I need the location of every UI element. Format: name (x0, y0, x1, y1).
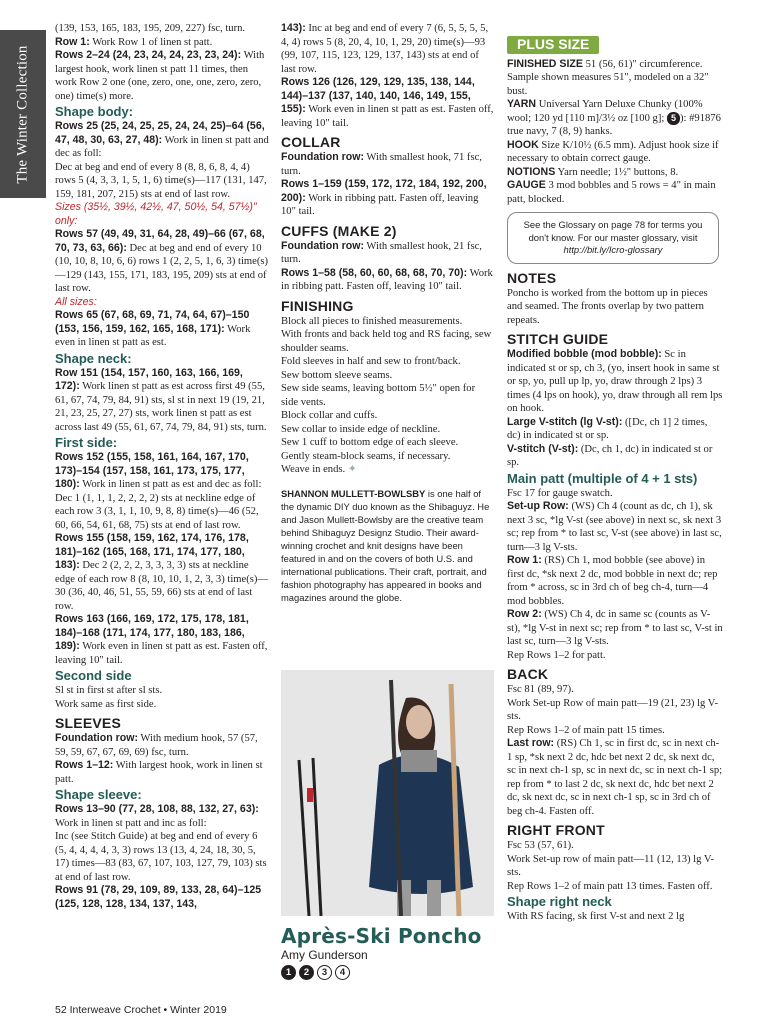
paragraph: Rows 1–12: With largest hook, work in linen st patt. (55, 759, 263, 785)
paragraph: With fronts and back held tog and RS facing, sew shoulder seams. (281, 329, 492, 354)
paragraph: Rep Rows 1–2 for patt. (507, 649, 606, 661)
column-3 (507, 36, 723, 924)
paragraph: Dec at beg and end of every 8 (8, 8, 6, 8, 4, 4) rows 5 (4, 3, 3, 1, 5, 1, 6) time(s)—117 (131, 147, 159, 181, 207, 215) sts at end of last row. (55, 161, 267, 200)
heading-finishing: FINISHING (281, 297, 354, 314)
skill-level-4-icon: 4 (335, 965, 350, 980)
size-note: All sizes: (55, 295, 97, 308)
paragraph: Fsc 81 (89, 97). (507, 684, 574, 695)
heading-sleeves: SLEEVES (55, 715, 121, 731)
pattern-author: Amy Gunderson (281, 948, 368, 962)
subheading-shape-sleeve: Shape sleeve: (55, 787, 142, 802)
paragraph: Rows 91 (78, 29, 109, 89, 133, 28, 64)–125 (125, 128, 128, 134, 137, 143, (55, 884, 262, 910)
subheading-second-side: Second side (55, 668, 132, 683)
paragraph: Row 2: (WS) Ch 4, dc in same sc (counts as V-st), *lg V-st in next sc; rep from * to last sc, V-st in last sc, turn—3 lg V-sts. (507, 608, 723, 647)
glossary-link[interactable]: http://bit.ly/Icro-glossary (563, 244, 663, 255)
paragraph: Weave in ends. ✦ (281, 464, 357, 475)
model-photo (281, 670, 494, 916)
paragraph: Sew collar to inside edge of neckline. (281, 423, 441, 435)
designer-bio: SHANNON MULLETT-BOWLSBY is one half of the dynamic DIY duo known as the Shibaguyz. He and Jason Mullett-Bowlsby are the creative team behind Shibaguyz Designz Studio. Their award-winning crochet and knit designs have been featured in and on the covers of both U.S. and international publications. Their craft, portrait, and fashion photography has appeared in books and magazines around the globe. (281, 487, 490, 603)
paragraph: Rows 163 (166, 169, 172, 175, 178, 181, 184)–168 (171, 174, 177, 180, 183, 186, 189): Work even in linen st patt as est. Fasten off, leaving 10" tail. (55, 613, 268, 666)
side-tab (0, 30, 46, 198)
heading-stitch-guide: STITCH GUIDE (507, 331, 609, 347)
glossary-box: See the Glossary on page 78 for terms you don't know. For our master glossary, visit http://bit.ly/Icro-glossary (507, 212, 719, 264)
paragraph: Modified bobble (mod bobble): Sc in indicated st or sp, ch 3, (yo, insert hook in same st or sp, yo, pull up lp, yo, draw through 2 lps) 3 times (4 lps on hook), yo, draw through all rem lps on hook. (507, 348, 723, 414)
column-1 (55, 22, 269, 911)
paragraph: Row 151 (154, 157, 160, 163, 166, 169, 172): Work linen st patt as est across first 49 (55, 61, 67, 74, 79, 84, 91) sts, sl st in next 19 (19, 21, 21, 23, 25, 27, 27) sts, work linen st patt as est across last 49 (55, 61, 67, 74, 79, 84, 91) sts, turn. (55, 366, 267, 433)
page-footer: 52 Interweave Crochet • Winter 2019 (55, 1004, 227, 1016)
paragraph: Sew 1 cuff to bottom edge of each sleeve. (281, 437, 459, 448)
paragraph: (139, 153, 165, 183, 195, 209, 227) fsc, turn. (55, 23, 246, 34)
yarn-weight-icon: 5 (667, 112, 680, 126)
paragraph: Poncho is worked from the bottom up in pieces and seamed. The fronts overlap by two pattern repeats. (507, 287, 708, 326)
paragraph: GAUGE 3 mod bobbles and 5 rows = 4" in main patt, blocked. (507, 179, 716, 205)
heading-notes: NOTES (507, 269, 557, 286)
paragraph: Fsc 17 for gauge swatch. (507, 487, 613, 499)
heading-right-front: RIGHT FRONT (507, 822, 605, 838)
paragraph: Fold sleeves in half and sew to front/back. (281, 356, 461, 367)
paragraph: Fsc 53 (57, 61). (507, 840, 574, 851)
paragraph: Block collar and cuffs. (281, 410, 378, 421)
column-2 (281, 22, 494, 604)
paragraph: Row 1: Work Row 1 of linen st patt. (55, 35, 213, 48)
paragraph: With RS facing, sk first V-st and next 2 lg (507, 911, 685, 922)
subheading-shape-right-neck: Shape right neck (507, 894, 612, 909)
subheading-shape-neck: Shape neck: (55, 350, 132, 366)
paragraph: Set-up Row: (WS) Ch 4 (count as dc, ch 1), sk next 3 sc, *lg V-st (see above) in next sc, sk next 3 sc; rep from * to last sc, V-st (see above) in last sc, turn—3 lg V-sts. (507, 500, 722, 553)
skill-level (281, 965, 350, 980)
heading-collar: COLLAR (281, 134, 341, 150)
heading-cuffs: CUFFS (MAKE 2) (281, 222, 397, 239)
paragraph: Rows 1–58 (58, 60, 60, 68, 68, 70, 70): Work in ribbing patt. Fasten off, leaving 10" tail. (281, 266, 493, 292)
skill-level-1-icon: 1 (281, 965, 296, 980)
paragraph: FINISHED SIZE 51 (56, 61)" circumference. Sample shown measures 51", modeled on a 32" bust. (507, 57, 709, 97)
paragraph: Rows 25 (25, 24, 25, 25, 24, 24, 25)–64 (56, 47, 48, 30, 63, 27, 48): Work in linen st patt and dec as foll: (55, 120, 269, 159)
paragraph: Rows 126 (126, 129, 129, 135, 138, 144, 144)–137 (137, 140, 140, 146, 149, 155, 155): Work even in linen st patt as est. Fasten off, leaving 10" tail. (281, 76, 494, 129)
paragraph: Sew side seams, leaving bottom 5½" open for side vents. (281, 383, 476, 408)
heading-back: BACK (507, 666, 549, 682)
paragraph: Foundation row: With medium hook, 57 (57, 59, 59, 67, 67, 69, 69) fsc, turn. (55, 732, 258, 758)
paragraph: Rows 65 (67, 68, 69, 71, 74, 64, 67)–150 (153, 156, 159, 162, 165, 168, 171): Work even in linen st patt as est. (55, 309, 251, 348)
paragraph: Rep Rows 1–2 of main patt 13 times. Fasten off. (507, 880, 713, 892)
paragraph: Work Set-up Row of main patt—19 (21, 23) lg V-sts. (507, 697, 719, 722)
poncho-model-illustration (281, 670, 494, 916)
paragraph: Block all pieces to finished measurements. (281, 315, 463, 327)
paragraph: Rep Rows 1–2 of main patt 15 times. (507, 724, 665, 736)
paragraph: Rows 1–159 (159, 172, 172, 184, 192, 200, 200): Work in ribbing patt. Fasten off, leaving 10" tail. (281, 178, 487, 217)
skill-level-3-icon: 3 (317, 965, 332, 980)
subheading-first-side: First side: (55, 435, 118, 450)
paragraph: Sew bottom sleeve seams. (281, 369, 393, 381)
size-note: Sizes (35½, 39½, 42½, 47, 50½, 54, 57½)" only: (55, 201, 257, 227)
paragraph: Rows 13–90 (77, 28, 108, 88, 132, 27, 63): Work in linen st patt and inc as foll: (55, 803, 259, 829)
pattern-title: Après-Ski Poncho (281, 924, 482, 948)
paragraph: Foundation row: With smallest hook, 21 fsc, turn. (281, 239, 482, 265)
paragraph: Foundation row: With smallest hook, 71 fsc, turn. (281, 151, 482, 177)
paragraph: Dec 1 (1, 1, 1, 2, 2, 2, 2) sts at neckline edge of each row 3 (3, 1, 1, 10, 9, 8, 8) time(s)—46 (52, 60, 66, 54, 61, 68, 75) sts at end of last row. (55, 492, 259, 531)
subheading-shape-body: Shape body: (55, 104, 134, 119)
paragraph: HOOK Size K/10½ (6.5 mm). Adjust hook size if necessary to obtain correct gauge. (507, 138, 719, 164)
paragraph: Rows 152 (155, 158, 161, 164, 167, 170, 173)–154 (157, 158, 161, 173, 175, 177, 180): Work in linen st patt as est and dec as foll: (55, 451, 262, 490)
paragraph: Work same as first side. (55, 698, 157, 710)
paragraph: YARN Universal Yarn Deluxe Chunky (100% wool; 120 yd [110 m]/3½ oz [100 g]; 5 ): #91876 true navy, 7 (8, 9) hanks. (507, 98, 721, 137)
subheading-main-patt: Main patt (multiple of 4 + 1 sts) (507, 470, 698, 486)
paragraph: Inc (see Stitch Guide) at beg and end of every 6 (5, 4, 4, 4, 4, 3, 3) rows 13 (13, 4, 24, 18, 30, 5, 17) times—83 (83, 67, 107, 103, 127, 79, 103) sts at end of last row. (55, 831, 267, 883)
paragraph: Row 1: (RS) Ch 1, mod bobble (see above) in first dc, *sk next 2 dc, mod bobble in next dc; rep from * across, sc in 3rd ch of beg ch-4, turn—4 mod bobbles. (507, 554, 718, 607)
paragraph: 143): Inc at beg and end of every 7 (6, 5, 5, 5, 5, 4, 4) rows 5 (8, 20, 4, 10, 1, 29, 20) time(s)—93 (99, 107, 115, 123, 129, 137, 143) sts at end of last row. (281, 22, 489, 75)
plus-size-badge: PLUS SIZE (507, 36, 599, 54)
side-tab-label: The Winter Collection (14, 44, 31, 184)
paragraph: Last row: (RS) Ch 1, sc in first dc, sc in next ch-1 sp, *sk next 2 dc, hdc bet next 2 dc, sk next dc, sc in next ch-1 sp, sc in next dc, sc in next ch-1 sp; rep from * to last 2 dc, sk next dc, hdc bet next 2 dc, sk next dc, sc in next ch-1 sp, sc in 3rd ch of beg ch-4. Fasten off. (507, 737, 723, 817)
paragraph: Sl st in first st after sl sts. (55, 685, 163, 696)
paragraph: Large V-stitch (lg V-st): ([Dc, ch 1] 2 times, dc) in indicated st or sp. (507, 415, 708, 441)
paragraph: Rows 2–24 (24, 23, 24, 24, 23, 23, 24): With largest hook, work linen st patt 11 times, then work Row 2 one (one, zero, one, one, zero, zero, one) time(s) more. (55, 49, 265, 102)
paragraph: Work Set-up row of main patt—11 (12, 13) lg V-sts. (507, 853, 715, 878)
skill-level-2-icon: 2 (299, 965, 314, 980)
paragraph: Rows 57 (49, 49, 31, 64, 28, 49)–66 (67, 68, 70, 73, 63, 66): Dec at beg and end of every 10 (10, 10, 8, 10, 6, 6) rows 1 (2, 2, 5, 1, 6, 3) time(s)—129 (143, 155, 171, 183, 195, 209) sts at end of last row. (55, 228, 269, 294)
end-mark-icon: ✦ (347, 464, 357, 475)
paragraph: Gently steam-block seams, if necessary. (281, 450, 451, 462)
paragraph: V-stitch (V-st): (Dc, ch 1, dc) in indicated st or sp. (507, 442, 713, 468)
paragraph: NOTIONS Yarn needle; 1½" buttons, 8. (507, 165, 679, 178)
paragraph: Rows 155 (158, 159, 162, 174, 176, 178, 181)–162 (165, 168, 171, 174, 177, 180, 183): Dec 2 (2, 2, 2, 3, 3, 3, 3) sts at neckline edge of each row 8 (8, 10, 10, 1, 2, 3, 3) time(s)—30 (36, 40, 46, 51, 55, 59, 66) sts at end of last row. (55, 532, 268, 612)
